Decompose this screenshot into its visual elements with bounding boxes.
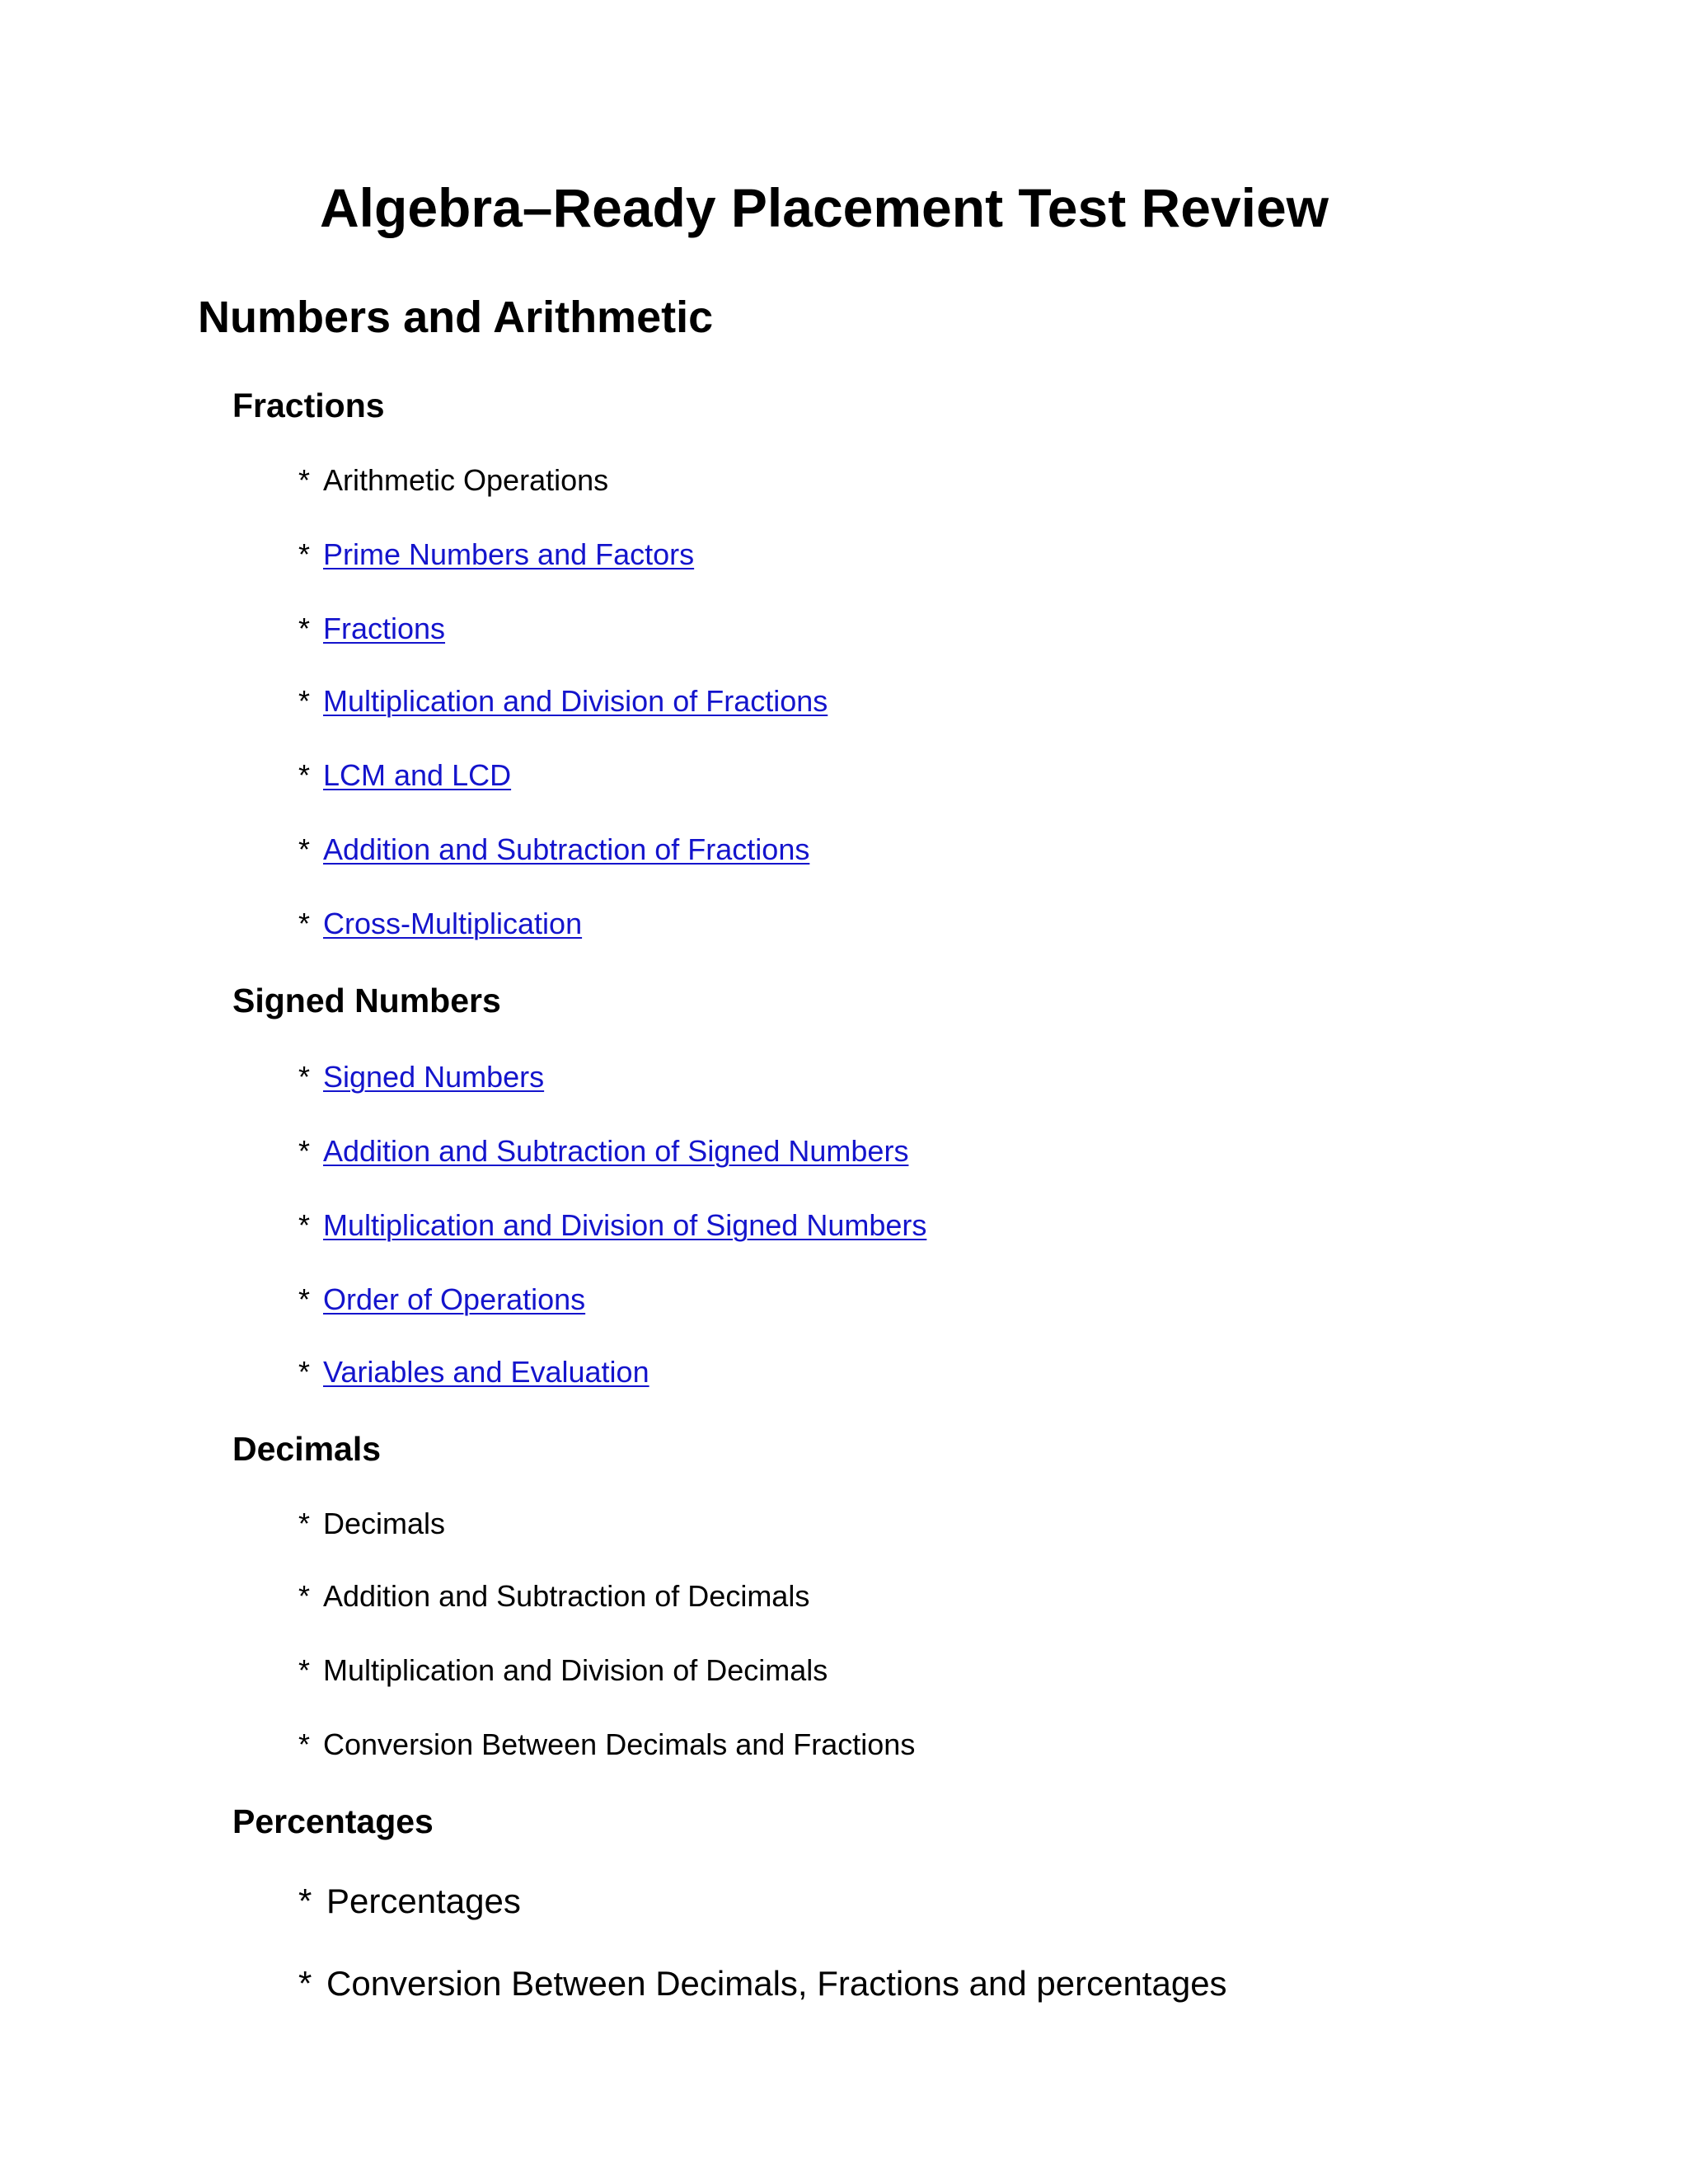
link-prime-numbers-and-factors[interactable]: Prime Numbers and Factors [323, 537, 695, 571]
bullet: * [298, 463, 311, 497]
item-text-addition-subtraction-decimals: Addition and Subtraction of Decimals [323, 1579, 810, 1613]
link-lcm-and-lcd[interactable]: LCM and LCD [323, 758, 512, 792]
bullet: * [298, 612, 311, 645]
bullet: * [298, 1507, 311, 1540]
bullet: * [298, 1134, 311, 1168]
page-title: Algebra–Ready Placement Test Review [320, 177, 1329, 238]
bullet: * [298, 1964, 312, 2003]
list-item [298, 1281, 585, 1319]
bullet: * [298, 1060, 311, 1094]
list-item [298, 1132, 908, 1170]
bullet: * [298, 907, 311, 940]
section-title: Numbers and Arithmetic [198, 293, 714, 342]
item-text-conversion-decimals-fractions-percentages: Conversion Between Decimals, Fractions and percentages [326, 1964, 1227, 2003]
item-text-arithmetic-operations: Arithmetic Operations [323, 463, 609, 497]
link-signed-numbers[interactable]: Signed Numbers [323, 1060, 545, 1094]
link-addition-subtraction-fractions[interactable]: Addition and Subtraction of Fractions [323, 832, 810, 866]
bullet: * [298, 832, 311, 866]
item-text-percentages: Percentages [326, 1882, 521, 1920]
list-item [298, 1353, 649, 1391]
link-multiplication-division-fractions[interactable]: Multiplication and Division of Fractions [323, 684, 828, 718]
subsection-title-signed-numbers: Signed Numbers [232, 982, 501, 1019]
bullet: * [298, 1579, 311, 1613]
list-item [298, 905, 582, 943]
item-text-conversion-decimals-fractions: Conversion Between Decimals and Fractions [323, 1727, 916, 1761]
link-cross-multiplication[interactable]: Cross-Multiplication [323, 907, 583, 940]
bullet: * [298, 684, 311, 718]
list-item [298, 1207, 926, 1244]
list-item [298, 610, 445, 648]
item-text-decimals: Decimals [323, 1507, 446, 1540]
link-variables-and-evaluation[interactable]: Variables and Evaluation [323, 1355, 649, 1389]
list-item [298, 1652, 828, 1690]
list-item [298, 1726, 915, 1764]
list-item [298, 1058, 544, 1096]
list-item [298, 536, 694, 574]
list-item [298, 462, 608, 499]
bullet: * [298, 1282, 311, 1316]
bullet: * [298, 1882, 312, 1920]
link-multiplication-division-signed-numbers[interactable]: Multiplication and Division of Signed Numbers [323, 1208, 927, 1242]
link-addition-subtraction-signed-numbers[interactable]: Addition and Subtraction of Signed Numbers [323, 1134, 909, 1168]
bullet: * [298, 758, 311, 792]
list-item [298, 682, 828, 720]
list-item [298, 757, 511, 794]
list-item [298, 1879, 521, 1924]
bullet: * [298, 1208, 311, 1242]
bullet: * [298, 537, 311, 571]
subsection-title-fractions: Fractions [232, 387, 385, 424]
item-text-multiplication-division-decimals: Multiplication and Division of Decimals [323, 1653, 828, 1687]
list-item [298, 1505, 445, 1543]
link-order-of-operations[interactable]: Order of Operations [323, 1282, 586, 1316]
list-item [298, 1577, 809, 1615]
bullet: * [298, 1653, 311, 1687]
subsection-title-decimals: Decimals [232, 1430, 382, 1468]
subsection-title-percentages: Percentages [232, 1802, 434, 1840]
bullet: * [298, 1355, 311, 1389]
list-item [298, 1961, 1227, 2006]
list-item [298, 831, 809, 869]
link-fractions[interactable]: Fractions [323, 612, 446, 645]
bullet: * [298, 1727, 311, 1761]
